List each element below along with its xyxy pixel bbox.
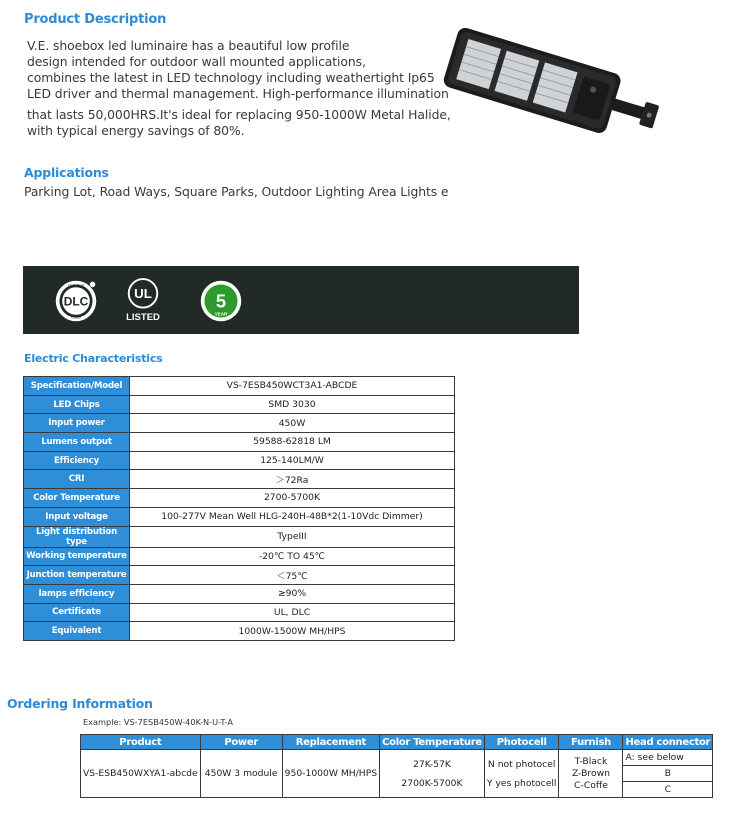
head-connector-option: C (623, 782, 713, 798)
spec-row (24, 603, 455, 622)
spec-value: ＜75℃ (130, 566, 455, 585)
header-head-connector: Head connector (623, 735, 713, 750)
spec-value: TypeIII (130, 526, 455, 547)
product-description-title: Product Description (24, 12, 167, 27)
description-line: that lasts 50,000HRS.It's ideal for replacing 950-1000W Metal Halide, (27, 107, 451, 122)
dlc-logo-text: DLC (63, 294, 89, 309)
spec-key: Input voltage (24, 507, 130, 526)
ul-listed-text: LISTED (126, 311, 160, 323)
color-temp-option: 27K-57K (413, 758, 451, 770)
ul-logo-text: UL (134, 286, 152, 302)
spec-key: Efficiency (24, 451, 130, 470)
spec-value: 2700-5700K (130, 489, 455, 508)
dlc-logo-icon (53, 278, 99, 324)
photocell-option: Y yes photocell (486, 777, 557, 789)
electric-characteristics-title: Electric Characteristics (24, 352, 163, 365)
warranty-label-text: YEAR (214, 311, 228, 317)
spec-row (24, 414, 455, 433)
spec-key: LED Chips (24, 395, 130, 414)
photocell-option: N not photocel (487, 758, 556, 770)
spec-row (24, 377, 455, 396)
spec-value: VS-7ESB450WCT3A1-ABCDE (130, 377, 455, 396)
spec-row (24, 489, 455, 508)
electric-characteristics-table (23, 376, 455, 641)
spec-key: lamps efficiency (24, 584, 130, 603)
spec-value: SMD 3030 (130, 395, 455, 414)
spec-row (24, 566, 455, 585)
header-replacement: Replacement (282, 735, 379, 750)
photocell-cell (484, 750, 559, 798)
header-photocell: Photocell (484, 735, 559, 750)
spec-row (24, 526, 455, 547)
spec-key: Lumens output (24, 433, 130, 452)
shoebox-luminaire-image (433, 28, 673, 168)
spec-key: Light distribution type (24, 526, 130, 547)
spec-key: Junction temperature (24, 566, 130, 585)
dlc-logo-bottom-text: Listed (71, 315, 81, 320)
description-line: with typical energy savings of 80%. (27, 123, 245, 138)
spec-row (24, 547, 455, 566)
applications-text: Parking Lot, Road Ways, Square Parks, Outdoor Lighting Area Lights e (24, 184, 449, 199)
color-temperature-cell (380, 750, 485, 798)
spec-key: Certificate (24, 603, 130, 622)
dlc-logo-top-text: DLC Qual (67, 283, 85, 288)
spec-value: 100-277V Mean Well HLG-240H-48B*2(1-10Vdc Dimmer) (130, 507, 455, 526)
spec-row (24, 395, 455, 414)
furnish-option: T-Black (574, 755, 608, 767)
product-cell: VS-ESB450WXYA1-abcde (81, 750, 201, 798)
spec-value: UL, DLC (130, 603, 455, 622)
furnish-cell (559, 750, 623, 798)
spec-value: 1000W-1500W MH/HPS (130, 622, 455, 641)
warranty-number-text: 5 (215, 290, 227, 312)
spec-key: Color Temperature (24, 489, 130, 508)
spec-key: Equivalent (24, 622, 130, 641)
header-furnish: Furnish (559, 735, 623, 750)
spec-key: Input power (24, 414, 130, 433)
spec-key: Specification/Model (24, 377, 130, 396)
power-cell: 450W 3 module (200, 750, 282, 798)
spec-key: CRI (24, 470, 130, 489)
header-power: Power (200, 735, 282, 750)
description-line: LED driver and thermal management. High-performance illumination (27, 86, 449, 101)
description-line: V.E. shoebox led luminaire has a beautiful low profile (27, 38, 350, 53)
spec-row (24, 584, 455, 603)
color-temp-option: 2700K-5700K (401, 777, 463, 789)
spec-row (24, 433, 455, 452)
spec-value: ≥90% (130, 584, 455, 603)
furnish-option: C-Coffe (574, 779, 608, 791)
ordering-row (81, 750, 713, 766)
head-connector-option: A: see below (623, 750, 713, 766)
ordering-table (80, 734, 713, 798)
furnish-option: Z-Brown (572, 767, 610, 779)
spec-value: -20℃ TO 45℃ (130, 547, 455, 566)
five-year-warranty-icon (198, 278, 244, 324)
ordering-header-row (81, 735, 713, 750)
ordering-information-title: Ordering Information (7, 696, 153, 711)
spec-row (24, 507, 455, 526)
head-connector-option: B (623, 766, 713, 782)
spec-row (24, 622, 455, 641)
spec-value: 59588-62818 LM (130, 433, 455, 452)
ul-listed-logo-icon (124, 276, 162, 324)
spec-key: Working temperature (24, 547, 130, 566)
description-line: design intended for outdoor wall mounted applications, (27, 54, 366, 69)
description-line: combines the latest in LED technology including weathertight Ip65 (27, 70, 435, 85)
applications-title: Applications (24, 165, 109, 180)
ordering-example: Example: VS-7ESB450W-40K-N-U-T-A (83, 717, 233, 727)
spec-value: ＞72Ra (130, 470, 455, 489)
spec-value: 125-140LM/W (130, 451, 455, 470)
certification-banner (23, 266, 579, 334)
spec-row (24, 470, 455, 489)
spec-value: 450W (130, 414, 455, 433)
spec-row (24, 451, 455, 470)
header-color-temperature: Color Temperature (380, 735, 485, 750)
replacement-cell: 950-1000W MH/HPS (282, 750, 379, 798)
header-product: Product (81, 735, 201, 750)
